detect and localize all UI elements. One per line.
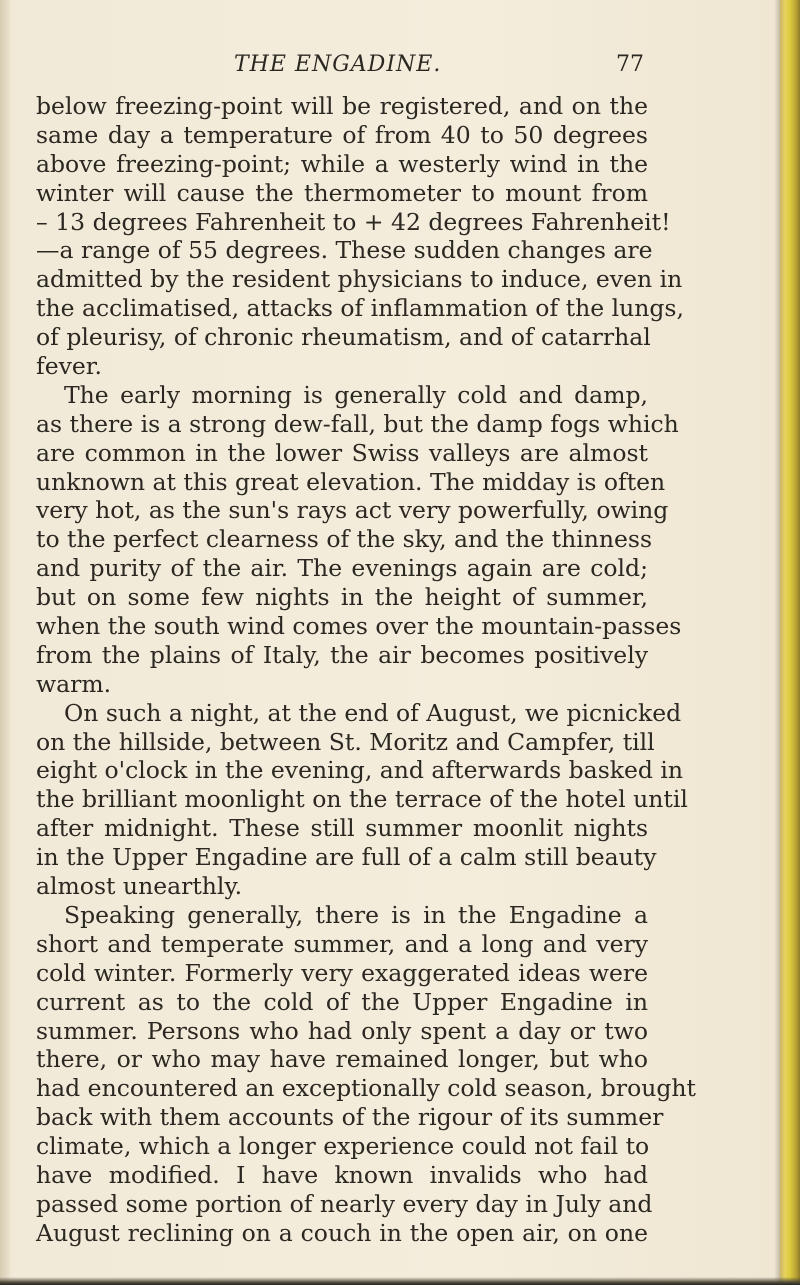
text-line: back with them accounts of the rigour of its summer	[36, 1103, 664, 1132]
page-left-edge	[0, 0, 10, 1285]
text-line: fever.	[36, 352, 102, 381]
text-line: of pleurisy, of chronic rheumatism, and of catarrhal	[36, 323, 651, 352]
text-line: are common in the lower Swiss valleys are almost	[36, 438, 648, 467]
text-line: very hot, as the sun's rays act very powerfully, owing	[36, 496, 669, 525]
page-number: 77	[616, 52, 644, 77]
text-line: passed some portion of nearly every day in July and	[36, 1189, 653, 1218]
text-line: – 13 degrees Fahrenheit to + 42 degrees Fahrenheit!	[36, 207, 671, 236]
text-line: in the Upper Engadine are full of a calm still beauty	[36, 843, 657, 872]
text-line: summer. Persons who had only spent a day or two	[36, 1016, 648, 1045]
text-line: have modified. I have known invalids who had	[36, 1160, 648, 1189]
running-head	[36, 52, 648, 82]
text-line: admitted by the resident physicians to induce, even in	[36, 265, 683, 294]
text-line: above freezing-point; while a westerly wind in the	[36, 149, 648, 178]
text-line: cold winter. Formerly very exaggerated ideas were	[36, 958, 648, 987]
text-line: current as to the cold of the Upper Engadine in	[36, 987, 648, 1016]
text-line: on the hillside, between St. Moritz and Campfer, till	[36, 727, 655, 756]
text-line: as there is a strong dew-fall, but the damp fogs which	[36, 409, 679, 438]
page-bottom-shadow	[0, 1277, 800, 1285]
text-line: eight o'clock in the evening, and afterwards basked in	[36, 756, 684, 785]
text-line: there, or who may have remained longer, but who	[36, 1045, 648, 1074]
text-line: the brilliant moonlight on the terrace of the hotel until	[36, 785, 688, 814]
text-line: had encountered an exceptionally cold season, brought	[36, 1074, 696, 1103]
text-line: same day a temperature of from 40 to 50 degrees	[36, 120, 648, 149]
text-line: climate, which a longer experience could not fail to	[36, 1132, 650, 1161]
paragraph-start-line: On such a night, at the end of August, we picnicked	[64, 698, 682, 727]
book-spine-edge	[780, 0, 800, 1285]
text-line: after midnight. These still summer moonlit nights	[36, 814, 648, 843]
text-line: when the south wind comes over the mountain-passes	[36, 612, 682, 641]
text-line: to the perfect clearness of the sky, and the thinness	[36, 525, 653, 554]
text-line: August reclining on a couch in the open air, on one	[36, 1218, 648, 1247]
text-line: warm.	[36, 669, 112, 698]
text-line: but on some few nights in the height of summer,	[36, 583, 648, 612]
text-line: and purity of the air. The evenings again are cold;	[36, 554, 648, 583]
text-line: —a range of 55 degrees. These sudden changes are	[36, 236, 653, 265]
text-line: short and temperate summer, and a long and very	[36, 929, 648, 958]
body-text	[36, 92, 696, 1248]
text-line: unknown at this great elevation. The midday is often	[36, 467, 666, 496]
text-line: winter will cause the thermometer to mount from	[36, 178, 648, 207]
text-line: below freezing-point will be registered, and on the	[36, 92, 648, 120]
text-line: almost unearthly.	[36, 872, 243, 901]
paragraph-start-line: Speaking generally, there is in the Engadine a	[64, 900, 648, 929]
text-line: from the plains of Italy, the air becomes positively	[36, 640, 648, 669]
running-title: THE ENGADINE.	[234, 52, 442, 77]
text-line: the acclimatised, attacks of inflammation of the lungs,	[36, 294, 684, 323]
paragraph-start-line: The early morning is generally cold and damp,	[64, 380, 648, 409]
